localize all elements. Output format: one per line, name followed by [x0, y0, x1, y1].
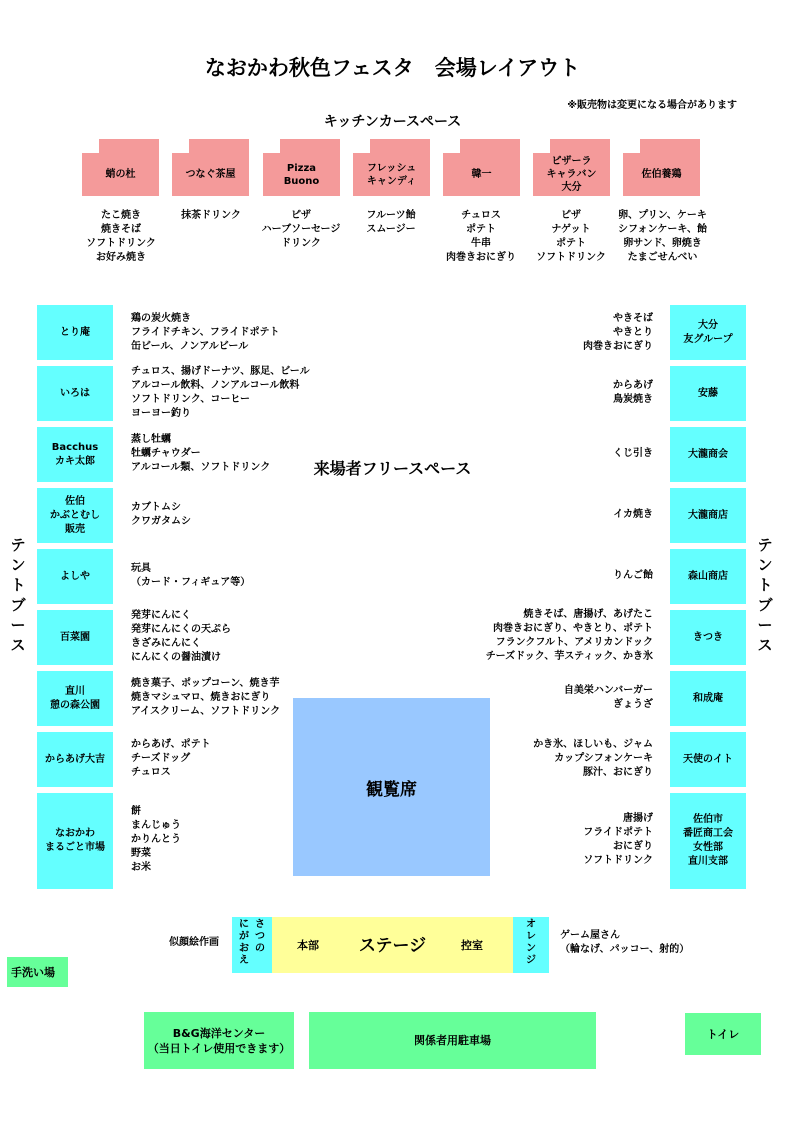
kitchen-car-6 — [533, 139, 610, 196]
right-booth: 大瀧商店 — [670, 488, 746, 543]
left-booth-menu: カブトムシ クワガタムシ — [131, 502, 191, 527]
left-booth-menu: からあげ、ポテト チーズドッグ チュロス — [131, 739, 211, 778]
kitchen-car-name: 佐伯養鶏 — [623, 153, 700, 196]
right-booth: 大瀧商会 — [670, 427, 746, 482]
handwash-area: 手洗い場 — [7, 957, 68, 987]
right-booth: 天使のイト — [670, 732, 746, 787]
right-booth-menu: イカ焼き — [613, 509, 653, 520]
game-shop: ゲーム屋さん （輪なげ、パッコー、射的） — [560, 930, 690, 955]
kitchen-car-4 — [353, 139, 430, 196]
bg-ocean-center: B&G海洋センター （当日トイレ使用できます） — [144, 1012, 294, 1069]
kitchen-car-name: つなぐ茶屋 — [172, 153, 249, 196]
left-booth: 直川 憩の森公園 — [37, 671, 113, 726]
kitchen-car-name: 韓一 — [443, 153, 520, 196]
left-booth-menu: 蒸し牡蠣 牡蠣チャウダー アルコール類、ソフトドリンク — [131, 434, 271, 473]
kitchen-car-name: 蛸の杜 — [82, 153, 159, 196]
right-booth: 安藤 — [670, 366, 746, 421]
kitchen-car-name: Pizza Buono — [263, 153, 340, 196]
tent-booth-label-left: テ ン ト ブ ー ス — [10, 536, 26, 654]
right-booth-menu: 焼きそば、唐揚げ、あげたこ 肉巻きおにぎり、やきとり、ポテト フランクフルト、アメリカンドック チーズドック、芋スティック、かき氷 — [485, 609, 653, 662]
kitchen-car-menu: 抹茶ドリンク — [181, 210, 241, 221]
kitchen-car-name: フレッシュ キャンディ — [353, 153, 430, 196]
left-booth-menu: チュロス、揚げドーナツ、豚足、ビール アルコール飲料、ノンアルコール飲料 ソフトドリンク、コーヒー ヨーヨー釣り — [131, 366, 310, 419]
portrait-drawing: 似顔絵作画 — [169, 937, 219, 948]
left-booth: 百菜園 — [37, 610, 113, 665]
left-booth: 佐伯 かぶとむし 販売 — [37, 488, 113, 543]
kitchen-car-menu: フルーツ飴 スムージー — [366, 210, 416, 235]
right-booth: きつき — [670, 610, 746, 665]
right-booth-menu: やきそば やきとり 肉巻きおにぎり — [583, 313, 653, 352]
kitchen-car-menu: 卵、プリン、ケーキ シフォンケーキ、飴 卵サンド、卵焼き たまごせんべい — [618, 210, 707, 263]
change-note: ※販売物は変更になる場合があります — [567, 100, 737, 111]
stage-label: ステージ — [358, 936, 427, 956]
kitchen-car-3 — [263, 139, 340, 196]
orange-label: オ レ ン ジ — [526, 919, 536, 966]
kitchen-car-menu: たこ焼き 焼きそば ソフトドリンク お好み焼き — [86, 210, 156, 263]
right-booth-menu: くじ引き — [613, 448, 653, 459]
toilet: トイレ — [685, 1013, 761, 1055]
left-booth-menu: 鶏の炭火焼き フライドチキン、フライドポテト 缶ビール、ノンアルビール — [131, 313, 280, 352]
left-booth-menu: 焼き菓子、ポップコーン、焼き芋 焼きマシュマロ、焼きおにぎり アイスクリーム、ソフトドリンク — [131, 678, 281, 717]
right-booth-menu: からあげ 鳥炭焼き — [613, 380, 653, 405]
right-booth: 佐伯市 番匠商工会 女性部 直川支部 — [670, 793, 746, 889]
kitchen-car-menu: ピザ ナゲット ポテト ソフトドリンク — [536, 210, 606, 263]
audience-seats: 観覧席 — [293, 698, 490, 876]
kitchen-car-7 — [623, 139, 700, 196]
visitor-free-space: 来場者フリースペース — [313, 459, 472, 478]
kitchen-car-2 — [172, 139, 249, 196]
left-booth: いろは — [37, 366, 113, 421]
left-booth-menu: 玩具 （カード・フィギュア等） — [131, 563, 251, 588]
right-booth-menu: 唐揚げ フライドポテト おにぎり ソフトドリンク — [583, 813, 653, 866]
right-booth: 和成庵 — [670, 671, 746, 726]
right-booth-menu: りんご飴 — [613, 570, 653, 581]
staff-parking: 関係者用駐車場 — [309, 1012, 596, 1069]
right-booth: 大分 友グループ — [670, 305, 746, 360]
kitchen-car-name: ピザーラ キャラバン 大分 — [533, 153, 610, 196]
right-booth: 森山商店 — [670, 549, 746, 604]
left-booth-menu: 餅 まんじゅう かりんとう 野菜 お米 — [131, 806, 181, 873]
nigaoe-label: に が お え — [239, 919, 249, 966]
left-booth: よしや — [37, 549, 113, 604]
kitchen-car-menu: チュロス ポテト 牛串 肉巻きおにぎり — [446, 210, 516, 263]
left-booth: なおかわ まるごと市場 — [37, 793, 113, 889]
kitchen-car-space-title: キッチンカースペース — [323, 114, 462, 130]
kitchen-car-5 — [443, 139, 520, 196]
page-title: なおかわ秋色フェスタ 会場レイアウト — [204, 56, 581, 80]
right-booth-menu: 自美栄ハンバーガー ぎょうざ — [563, 685, 653, 710]
headquarters-label: 本部 — [297, 939, 319, 952]
satsuno-label: さ つ の — [255, 919, 265, 954]
kitchen-car-1 — [82, 139, 159, 196]
waiting-room-label: 控室 — [461, 939, 483, 952]
left-booth: とり庵 — [37, 305, 113, 360]
left-booth: からあげ大吉 — [37, 732, 113, 787]
right-booth-menu: かき氷、ほしいも、ジャム カップシフォンケーキ 豚汁、おにぎり — [533, 739, 653, 778]
kitchen-car-menu: ピザ ハーブソーセージ ドリンク — [261, 210, 341, 249]
tent-booth-label-right: テ ン ト ブ ー ス — [757, 536, 773, 654]
left-booth-menu: 発芽にんにく 発芽にんにくの天ぷら きざみにんにく にんにくの醤油漬け — [131, 610, 231, 663]
left-booth: Bacchus カキ太郎 — [37, 427, 113, 482]
